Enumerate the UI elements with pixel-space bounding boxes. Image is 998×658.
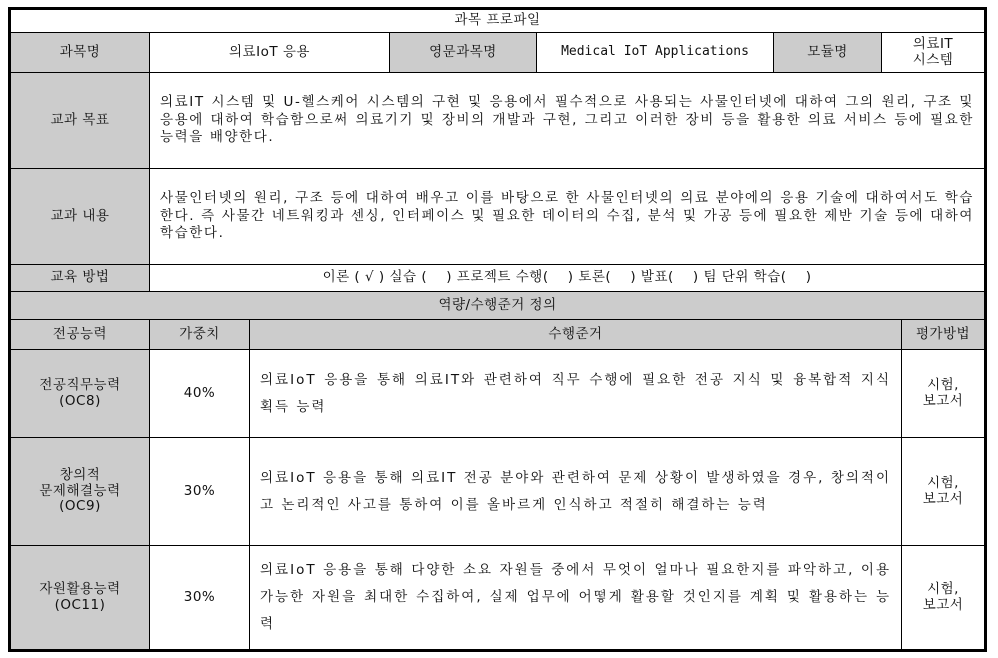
evaluation-cell	[902, 546, 986, 651]
ability-name: 자원활용능력	[39, 580, 121, 597]
evaluation-cell	[902, 350, 986, 438]
ability-cell	[10, 438, 150, 546]
evaluation-cell	[902, 438, 986, 546]
method-label: 교육 방법	[10, 265, 150, 292]
weight-cell: 30%	[150, 438, 250, 546]
module-name-line2: 시스템	[912, 51, 954, 68]
ability-name-line2: 문제해결능력	[39, 482, 121, 499]
module-name-value	[882, 33, 986, 73]
module-name-line1: 의료IT	[912, 35, 954, 52]
evaluation-line1: 시험,	[927, 580, 959, 597]
criteria-cell: 의료IoT 응용을 통해 의료IT 전공 분야와 관련하여 문제 상황이 발생하였을 경우, 창의적이고 논리적인 사고를 통하여 이를 올바르게 인식하고 적절히 해결하는 능력	[250, 438, 902, 546]
evaluation-line2: 보고서	[922, 596, 964, 613]
english-name-value: Medical IoT Applications	[537, 33, 774, 73]
content-label: 교과 내용	[10, 169, 150, 265]
ability-name-line1: 창의적	[59, 467, 101, 484]
evaluation-line1: 시험,	[927, 474, 959, 491]
objective-label: 교과 목표	[10, 73, 150, 169]
header-weight: 가중치	[150, 320, 250, 350]
header-evaluation: 평가방법	[902, 320, 986, 350]
ability-code: (OC8)	[59, 392, 101, 409]
module-label: 모듈명	[774, 33, 882, 73]
evaluation-line2: 보고서	[922, 490, 964, 507]
english-name-label: 영문과목명	[390, 33, 537, 73]
course-name-value: 의료IoT 응용	[150, 33, 390, 73]
ability-cell	[10, 350, 150, 438]
header-ability: 전공능력	[10, 320, 150, 350]
course-profile-table	[8, 7, 987, 652]
criteria-cell: 의료IoT 응용을 통해 다양한 소요 자원들 중에서 무엇이 얼마나 필요한지를 파악하고, 이용 가능한 자원을 최대한 수집하여, 실제 업무에 어떻게 활용할 것인지를 계획 및 활용하는 능력	[250, 546, 902, 651]
method-text: 이론 ( √ ) 실습 ( ) 프로젝트 수행( ) 토론( ) 발표( ) 팀 단위 학습( )	[150, 265, 986, 292]
evaluation-line1: 시험,	[927, 376, 959, 393]
competency-row	[10, 350, 986, 438]
ability-code: (OC9)	[59, 498, 101, 515]
evaluation-line2: 보고서	[922, 392, 964, 409]
content-text: 사물인터넷의 원리, 구조 등에 대하여 배우고 이를 바탕으로 한 사물인터넷의 의료 분야에의 응용 기술에 대하여서도 학습한다. 즉 사물간 네트워킹과 센싱, 인터페이스 및 필요한 데이터의 수집, 분석 및 가공 등에 필요한 제반 기술 등에 대하여 학습한다.	[150, 169, 986, 265]
course-name-label: 과목명	[10, 33, 150, 73]
weight-cell: 30%	[150, 546, 250, 651]
ability-cell	[10, 546, 150, 651]
header-criteria: 수행준거	[250, 320, 902, 350]
competency-section-title: 역량/수행준거 정의	[10, 292, 986, 320]
competency-row	[10, 546, 986, 651]
criteria-cell: 의료IoT 응용을 통해 의료IT와 관련하여 직무 수행에 필요한 전공 지식 및 융복합적 지식 획득 능력	[250, 350, 902, 438]
competency-row	[10, 438, 986, 546]
ability-code: (OC11)	[54, 596, 106, 613]
objective-text: 의료IT 시스템 및 U-헬스케어 시스템의 구현 및 응용에서 필수적으로 사용되는 사물인터넷에 대하여 그의 원리, 구조 및 응용에 대하여 학습함으로써 의료기기 및 장비의 개발과 구현, 그리고 이러한 장비 등을 활용한 의료 서비스 등에 필요한 능력을 배양한다.	[150, 73, 986, 169]
profile-title: 과목 프로파일	[10, 9, 986, 33]
weight-cell: 40%	[150, 350, 250, 438]
ability-name: 전공직무능력	[39, 376, 121, 393]
